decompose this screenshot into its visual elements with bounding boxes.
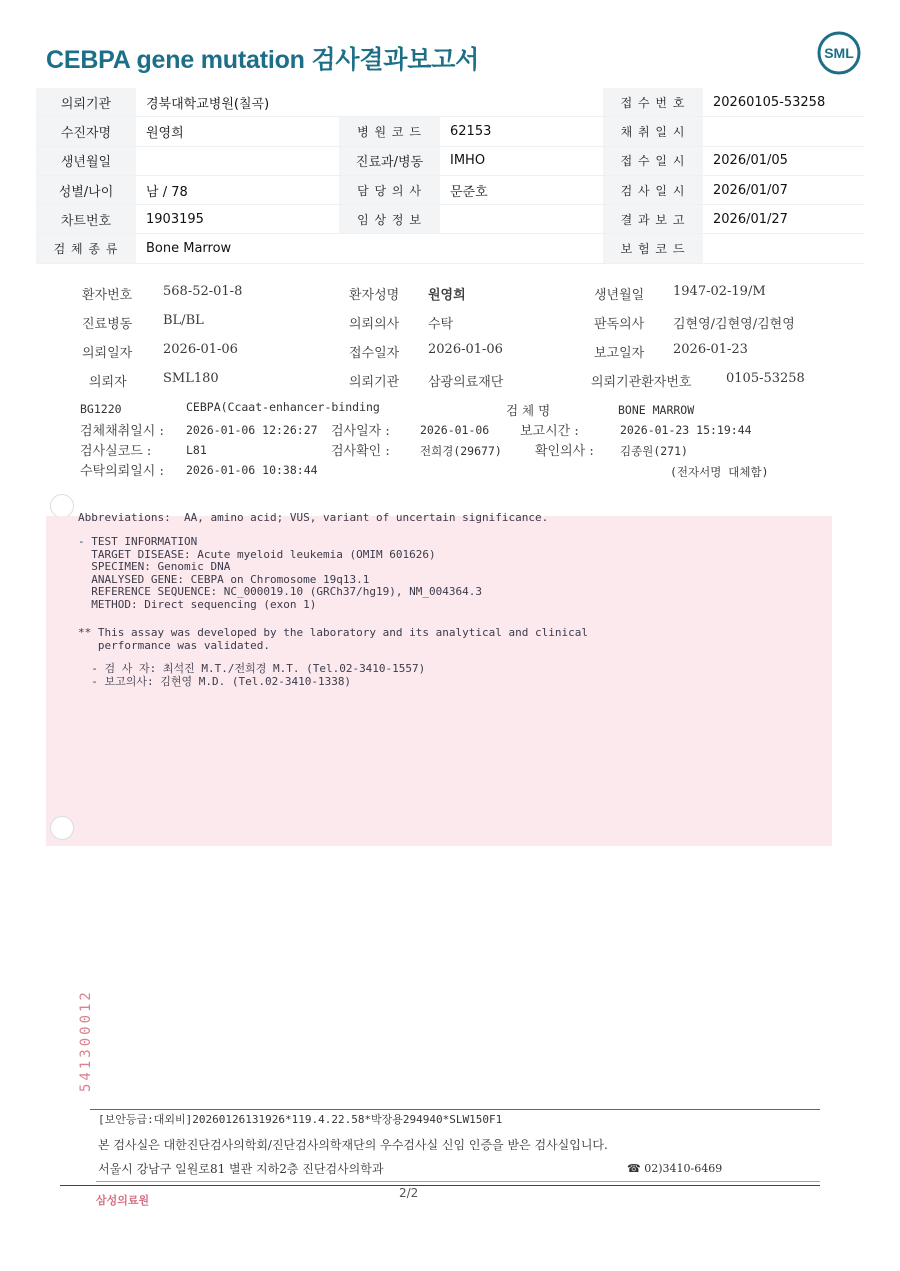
assay-note-text: ** This assay was developed by the laboratory and its analytical and clinical performance was validated. <box>78 626 588 652</box>
patient-field-value: 2026-01-06 <box>163 342 238 357</box>
header-value: 2026/01/07 <box>703 175 864 204</box>
footer-divider <box>90 1109 820 1110</box>
header-label: 진료과/병동 <box>339 146 440 175</box>
header-value: 남 / 78 <box>136 175 339 204</box>
footer-pink-line <box>96 1181 820 1182</box>
patient-field-value: 568-52-01-8 <box>163 284 243 299</box>
header-label: 검 사 일 시 <box>603 175 703 204</box>
patient-field-label: 의뢰자 <box>89 375 127 390</box>
report-time-value: 2026-01-23 15:19:44 <box>620 423 752 437</box>
confirm-value: 전희경(29677) <box>420 444 502 458</box>
patient-field-label: 의뢰기관환자번호 <box>591 375 692 390</box>
header-value: IMHO <box>440 146 603 175</box>
header-row <box>36 234 864 263</box>
report-title: CEBPA gene mutation 검사결과보고서 <box>46 46 480 74</box>
header-row <box>36 175 864 204</box>
header-label: 의뢰기관 <box>36 88 136 117</box>
header-label: 결 과 보 고 <box>603 205 703 234</box>
header-row <box>36 205 864 234</box>
patient-field-label: 의뢰일자 <box>82 346 133 361</box>
confirm-doctor-value: 김종원(271) <box>620 444 688 458</box>
staff-text: - 검 사 자: 최석진 M.T./전희경 M.T. (Tel.02-3410-1557) - 보고의사: 김현영 M.D. (Tel.02-3410-1338) <box>91 662 426 688</box>
header-value: 경북대학교병원(칠곡) <box>136 88 603 117</box>
request-time-label: 수탁의뢰일시 : <box>80 464 164 479</box>
patient-field-value: BL/BL <box>163 313 204 328</box>
header-row <box>36 88 864 117</box>
header-value <box>440 205 603 234</box>
header-row <box>36 117 864 146</box>
collect-time-label: 검체채취일시 : <box>80 424 164 439</box>
security-line: [보안등급:대외비]20260126131926*119.4.22.58*박장용294940*SLW150F1 <box>98 1113 503 1126</box>
header-label: 병 원 코 드 <box>339 117 440 146</box>
collect-time-value: 2026-01-06 12:26:27 <box>186 423 318 437</box>
header-value: Bone Marrow <box>136 234 603 263</box>
header-label: 임 상 정 보 <box>339 205 440 234</box>
patient-field-label: 보고일자 <box>594 346 645 361</box>
header-table <box>36 88 864 264</box>
patient-field-label: 진료병동 <box>82 317 133 332</box>
header-value: 원영희 <box>136 117 339 146</box>
confirm-label: 검사확인 : <box>331 444 390 459</box>
header-label: 성별/나이 <box>36 175 136 204</box>
header-label: 차트번호 <box>36 205 136 234</box>
patient-field-value: 1947-02-19/M <box>673 284 766 299</box>
e-signature-note: (전자서명 대체함) <box>670 465 769 479</box>
header-value: 문준호 <box>440 175 603 204</box>
patient-field-label: 의뢰기관 <box>349 375 400 390</box>
header-value: 2026/01/27 <box>703 205 864 234</box>
header-label: 담 당 의 사 <box>339 175 440 204</box>
header-label: 채 취 일 시 <box>603 117 703 146</box>
test-date-label: 검사일자 : <box>331 424 390 439</box>
patient-field-value: 김현영/김현영/김현영 <box>673 317 795 332</box>
lab-code-value: L81 <box>186 443 207 457</box>
patient-field-value: 삼광의료재단 <box>428 375 504 390</box>
test-date-value: 2026-01-06 <box>420 423 490 437</box>
patient-field-label: 판독의사 <box>594 317 645 332</box>
header-value: 1903195 <box>136 205 339 234</box>
header-label: 생년월일 <box>36 146 136 175</box>
patient-field-value: 2026-01-06 <box>428 342 503 357</box>
specimen-label: 검 체 명 <box>506 403 551 418</box>
patient-field-value: 수탁 <box>428 317 454 332</box>
header-label: 접 수 일 시 <box>603 146 703 175</box>
header-value <box>703 234 864 263</box>
footer-bottom-line <box>60 1185 820 1186</box>
header-value: 62153 <box>440 117 603 146</box>
abbreviations-text: Abbreviations: AA, amino acid; VUS, variant of uncertain significance. <box>78 511 549 524</box>
report-time-label: 보고시간 : <box>520 424 579 439</box>
hospital-name: 삼성의료원 <box>96 1194 150 1207</box>
header-label: 수진자명 <box>36 117 136 146</box>
phone-text: ☎ 02)3410-6469 <box>627 1162 723 1175</box>
header-row <box>36 146 864 175</box>
header-label: 검 체 종 류 <box>36 234 136 263</box>
punch-hole <box>50 816 74 840</box>
page-number: 2/2 <box>399 1186 419 1200</box>
patient-field-value: 원영희 <box>428 288 466 303</box>
patient-field-value: 2026-01-23 <box>673 342 748 357</box>
punch-hole <box>50 494 74 518</box>
test-code: BG1220 <box>80 402 122 416</box>
header-value: 2026/01/05 <box>703 146 864 175</box>
logo-text: SML <box>824 45 854 61</box>
test-information-text: - TEST INFORMATION TARGET DISEASE: Acute myeloid leukemia (OMIM 601626) SPECIMEN: Genomic DNA ANALYSED GENE: CEBPA on Chromosome 19q13.1 REFERENCE SEQUENCE: NC_000019.10 (GRCh37/hg19), NM_004364.3 METHOD: Direct sequencing (exon 1) <box>78 535 482 611</box>
patient-field-label: 환자성명 <box>349 288 400 303</box>
patient-field-label: 의뢰의사 <box>349 317 400 332</box>
patient-field-label: 접수일자 <box>349 346 400 361</box>
certification-text: 본 검사실은 대한진단검사의학회/진단검사의학재단의 우수검사실 신임 인증을 받은 검사실입니다. <box>98 1138 608 1152</box>
lab-code-label: 검사실코드 : <box>80 444 152 459</box>
sml-logo <box>816 30 862 76</box>
confirm-doctor-label: 확인의사 : <box>535 444 594 459</box>
header-value <box>703 117 864 146</box>
patient-field-value: 0105-53258 <box>726 371 805 386</box>
address-text: 서울시 강남구 일원로81 별관 지하2층 진단검사의학과 <box>98 1162 384 1176</box>
test-name: CEBPA(Ccaat-enhancer-binding <box>186 400 380 414</box>
patient-field-label: 환자번호 <box>82 288 133 303</box>
header-value: 20260105-53258 <box>703 88 864 117</box>
header-label: 접 수 번 호 <box>603 88 703 117</box>
request-time-value: 2026-01-06 10:38:44 <box>186 463 318 477</box>
header-label: 보 험 코 드 <box>603 234 703 263</box>
specimen-value: BONE MARROW <box>618 403 695 417</box>
header-value <box>136 146 339 175</box>
patient-field-value: SML180 <box>163 371 219 386</box>
vertical-serial-number: 541300012 <box>78 989 94 1092</box>
patient-field-label: 생년월일 <box>594 288 645 303</box>
